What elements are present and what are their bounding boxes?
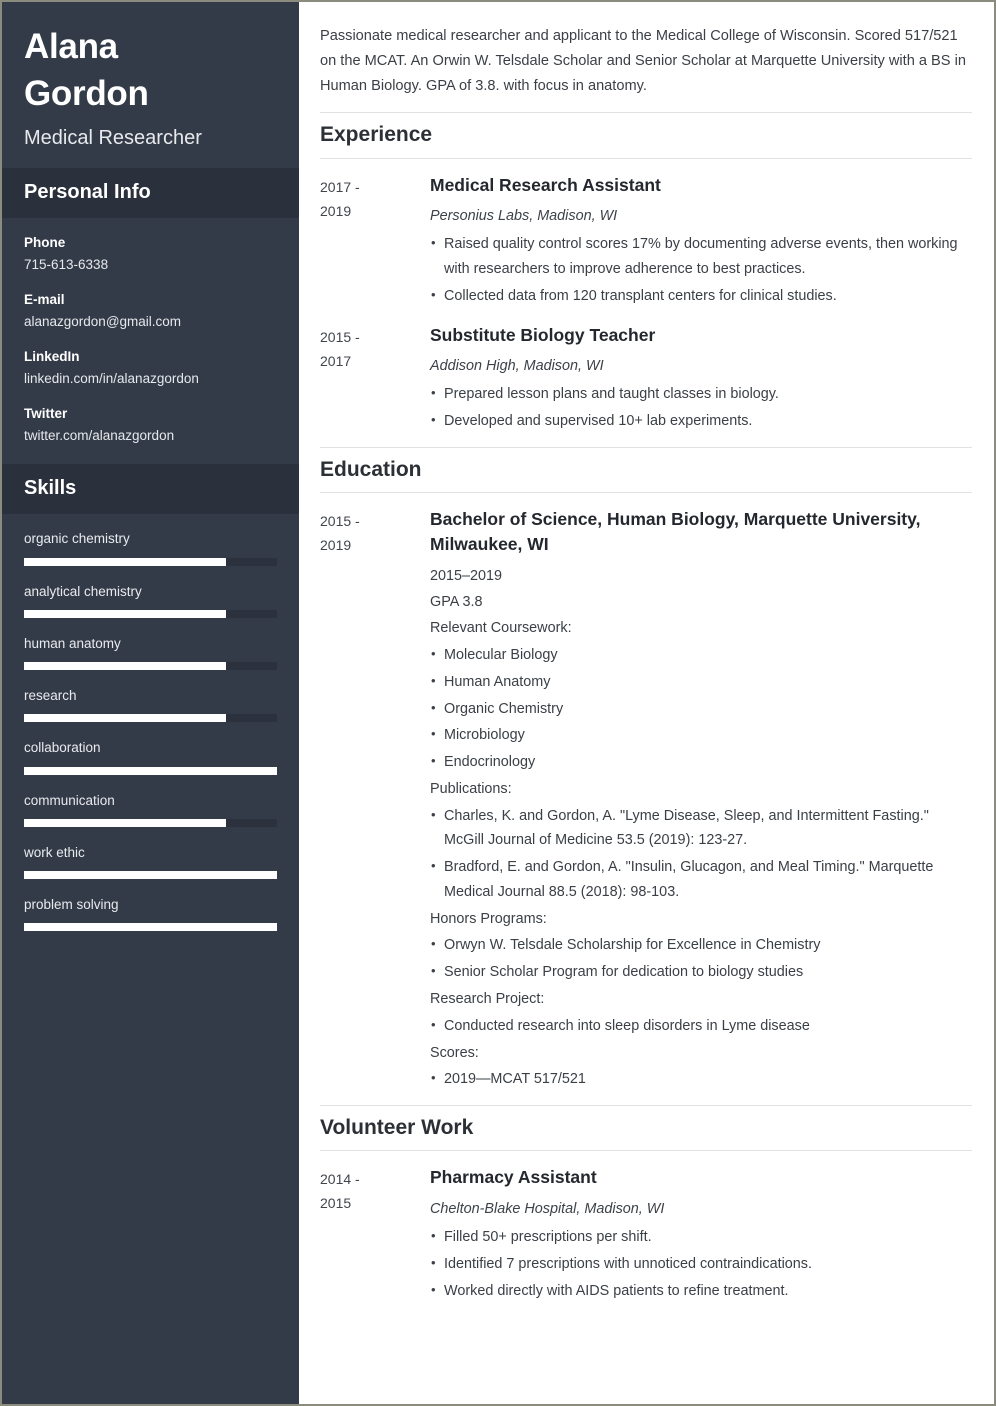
skill-bar-track <box>24 610 277 618</box>
entry-bullets <box>430 1225 972 1303</box>
contact-item-twitter <box>24 404 277 447</box>
skill-bar-fill <box>24 871 277 879</box>
contact-list <box>2 218 299 464</box>
publications-label: Publications: <box>430 780 512 797</box>
list-item: • Human Anatomy <box>430 670 972 695</box>
list-item: • Worked directly with AIDS patients to refine treatment. <box>430 1279 972 1304</box>
entry-body <box>430 323 972 434</box>
section-education <box>320 447 972 1092</box>
first-name: Alana <box>24 27 118 66</box>
contact-value-phone[interactable]: 715-613-6338 <box>24 257 109 273</box>
contact-item-linkedin <box>24 347 277 390</box>
coursework-label: Relevant Coursework: <box>430 620 572 637</box>
entry-dates <box>320 173 430 309</box>
skill-bar-track <box>24 819 277 827</box>
contact-item-phone <box>24 233 277 276</box>
education-years: 2015–2019 <box>430 567 503 584</box>
list-item: • Molecular Biology <box>430 643 972 668</box>
contact-label: E-mail <box>24 291 65 307</box>
profile-summary: Passionate medical researcher and applicant to the Medical College of Wisconsin. Scored 517/521 on the MCAT. An Orwin W. Telsdale Scholar and Senior Scholar at Marquette University with a BS in Human Biology. GPA of 3.8. with focus in anatomy. <box>320 28 966 95</box>
skill-label: communication <box>24 792 115 808</box>
section-title-volunteer-work: Volunteer Work <box>320 1105 972 1151</box>
contact-label: Phone <box>24 235 66 251</box>
skills-heading: Skills <box>2 464 299 514</box>
publications-list <box>430 804 972 905</box>
date-start: 2014 - <box>320 1171 360 1188</box>
research-list <box>430 1014 972 1039</box>
list-item: • Prepared lesson plans and taught classes in biology. <box>430 382 972 407</box>
list-item: • Organic Chemistry <box>430 697 972 722</box>
skill-item <box>24 843 277 879</box>
entry-dates <box>320 1165 430 1303</box>
skill-bar-fill <box>24 662 226 670</box>
candidate-job-title: Medical Researcher <box>24 127 202 150</box>
skills-list <box>2 514 299 951</box>
skill-bar-track <box>24 871 277 879</box>
list-item: • Collected data from 120 transplant centers for clinical studies. <box>430 284 972 309</box>
last-name: Gordon <box>24 73 149 113</box>
list-item: • Senior Scholar Program for dedication to biology studies <box>430 960 972 985</box>
skill-bar-track <box>24 558 277 566</box>
skill-bar-track <box>24 714 277 722</box>
skill-label: collaboration <box>24 740 101 756</box>
date-start: 2015 - <box>320 328 360 345</box>
entry-bullets <box>430 382 972 434</box>
contact-value-linkedin[interactable]: linkedin.com/in/alanazgordon <box>24 371 199 387</box>
skill-bar-fill <box>24 714 226 722</box>
list-item: • Orwyn W. Telsdale Scholarship for Excellence in Chemistry <box>430 933 972 958</box>
contact-item-email <box>24 290 277 333</box>
entry-body <box>430 507 972 1092</box>
skill-label: human anatomy <box>24 635 121 651</box>
skill-item <box>24 529 277 565</box>
skill-bar-fill <box>24 923 277 931</box>
skill-label: problem solving <box>24 897 119 913</box>
list-item: • Endocrinology <box>430 750 972 775</box>
date-start: 2017 - <box>320 178 360 195</box>
list-item: • Conducted research into sleep disorders in Lyme disease <box>430 1014 972 1039</box>
date-end: 2019 <box>320 202 352 219</box>
section-title-education: Education <box>320 447 972 493</box>
education-meta <box>430 564 972 615</box>
skill-label: research <box>24 688 77 704</box>
skill-label: analytical chemistry <box>24 583 142 599</box>
entry-organization: Personius Labs, Madison, WI <box>430 207 618 224</box>
entry-dates <box>320 323 430 434</box>
education-entry <box>320 493 972 1092</box>
skill-bar-fill <box>24 819 226 827</box>
entry-body <box>430 173 972 309</box>
entry-organization: Addison High, Madison, WI <box>430 357 604 374</box>
main-content <box>299 2 994 1404</box>
contact-label: LinkedIn <box>24 348 80 364</box>
entry-bullets <box>430 232 972 308</box>
coursework-list <box>430 643 972 775</box>
skill-bar-track <box>24 767 277 775</box>
skill-bar-fill <box>24 767 277 775</box>
entry-dates <box>320 507 430 1092</box>
entry-role: Pharmacy Assistant <box>430 1167 597 1188</box>
date-end: 2017 <box>320 352 352 369</box>
honors-label: Honors Programs: <box>430 910 547 927</box>
personal-info-heading: Personal Info <box>2 168 299 218</box>
identity-block <box>2 2 299 168</box>
list-item: • 2019—MCAT 517/521 <box>430 1067 972 1092</box>
entry-organization: Chelton-Blake Hospital, Madison, WI <box>430 1200 665 1217</box>
section-experience <box>320 112 972 433</box>
date-end: 2015 <box>320 1195 352 1212</box>
list-item: • Raised quality control scores 17% by documenting adverse events, then working with researchers to improve adherence to best practices. <box>430 232 972 282</box>
experience-entry <box>320 159 972 309</box>
contact-label: Twitter <box>24 405 68 421</box>
candidate-name <box>24 24 277 117</box>
degree-title: Bachelor of Science, Human Biology, Marquette University, Milwaukee, WI <box>430 509 921 555</box>
skill-bar-fill <box>24 558 226 566</box>
list-item: • Microbiology <box>430 723 972 748</box>
list-item: • Bradford, E. and Gordon, A. "Insulin, Glucagon, and Meal Timing." Marquette Medical Journal 88.5 (2018): 98-103. <box>430 855 972 905</box>
volunteer-entry <box>320 1151 972 1303</box>
research-label: Research Project: <box>430 991 545 1008</box>
scores-label: Scores: <box>430 1044 479 1061</box>
list-item: • Identified 7 prescriptions with unnoticed contraindications. <box>430 1252 972 1277</box>
section-volunteer-work <box>320 1105 972 1303</box>
entry-role: Medical Research Assistant <box>430 174 661 195</box>
date-start: 2015 - <box>320 513 360 530</box>
sidebar <box>2 2 299 1404</box>
skill-label: work ethic <box>24 844 85 860</box>
entry-role: Substitute Biology Teacher <box>430 324 656 345</box>
skill-bar-fill <box>24 610 226 618</box>
entry-body <box>430 1165 972 1303</box>
section-title-experience: Experience <box>320 112 972 158</box>
date-end: 2019 <box>320 537 352 554</box>
skill-item <box>24 895 277 931</box>
list-item: • Charles, K. and Gordon, A. "Lyme Disease, Sleep, and Intermittent Fasting." McGill Journal of Medicine 53.5 (2019): 123-27. <box>430 804 972 854</box>
contact-value-email[interactable]: alanazgordon@gmail.com <box>24 314 182 330</box>
skill-bar-track <box>24 662 277 670</box>
list-item: • Filled 50+ prescriptions per shift. <box>430 1225 972 1250</box>
skill-item <box>24 634 277 670</box>
scores-list <box>430 1067 972 1092</box>
honors-list <box>430 933 972 985</box>
skill-item <box>24 791 277 827</box>
skill-label: organic chemistry <box>24 531 130 547</box>
skill-bar-track <box>24 923 277 931</box>
experience-entry <box>320 309 972 434</box>
contact-value-twitter[interactable]: twitter.com/alanazgordon <box>24 427 175 443</box>
list-item: • Developed and supervised 10+ lab experiments. <box>430 409 972 434</box>
skill-item <box>24 582 277 618</box>
skill-item <box>24 738 277 774</box>
education-gpa: GPA 3.8 <box>430 593 483 610</box>
skill-item <box>24 686 277 722</box>
